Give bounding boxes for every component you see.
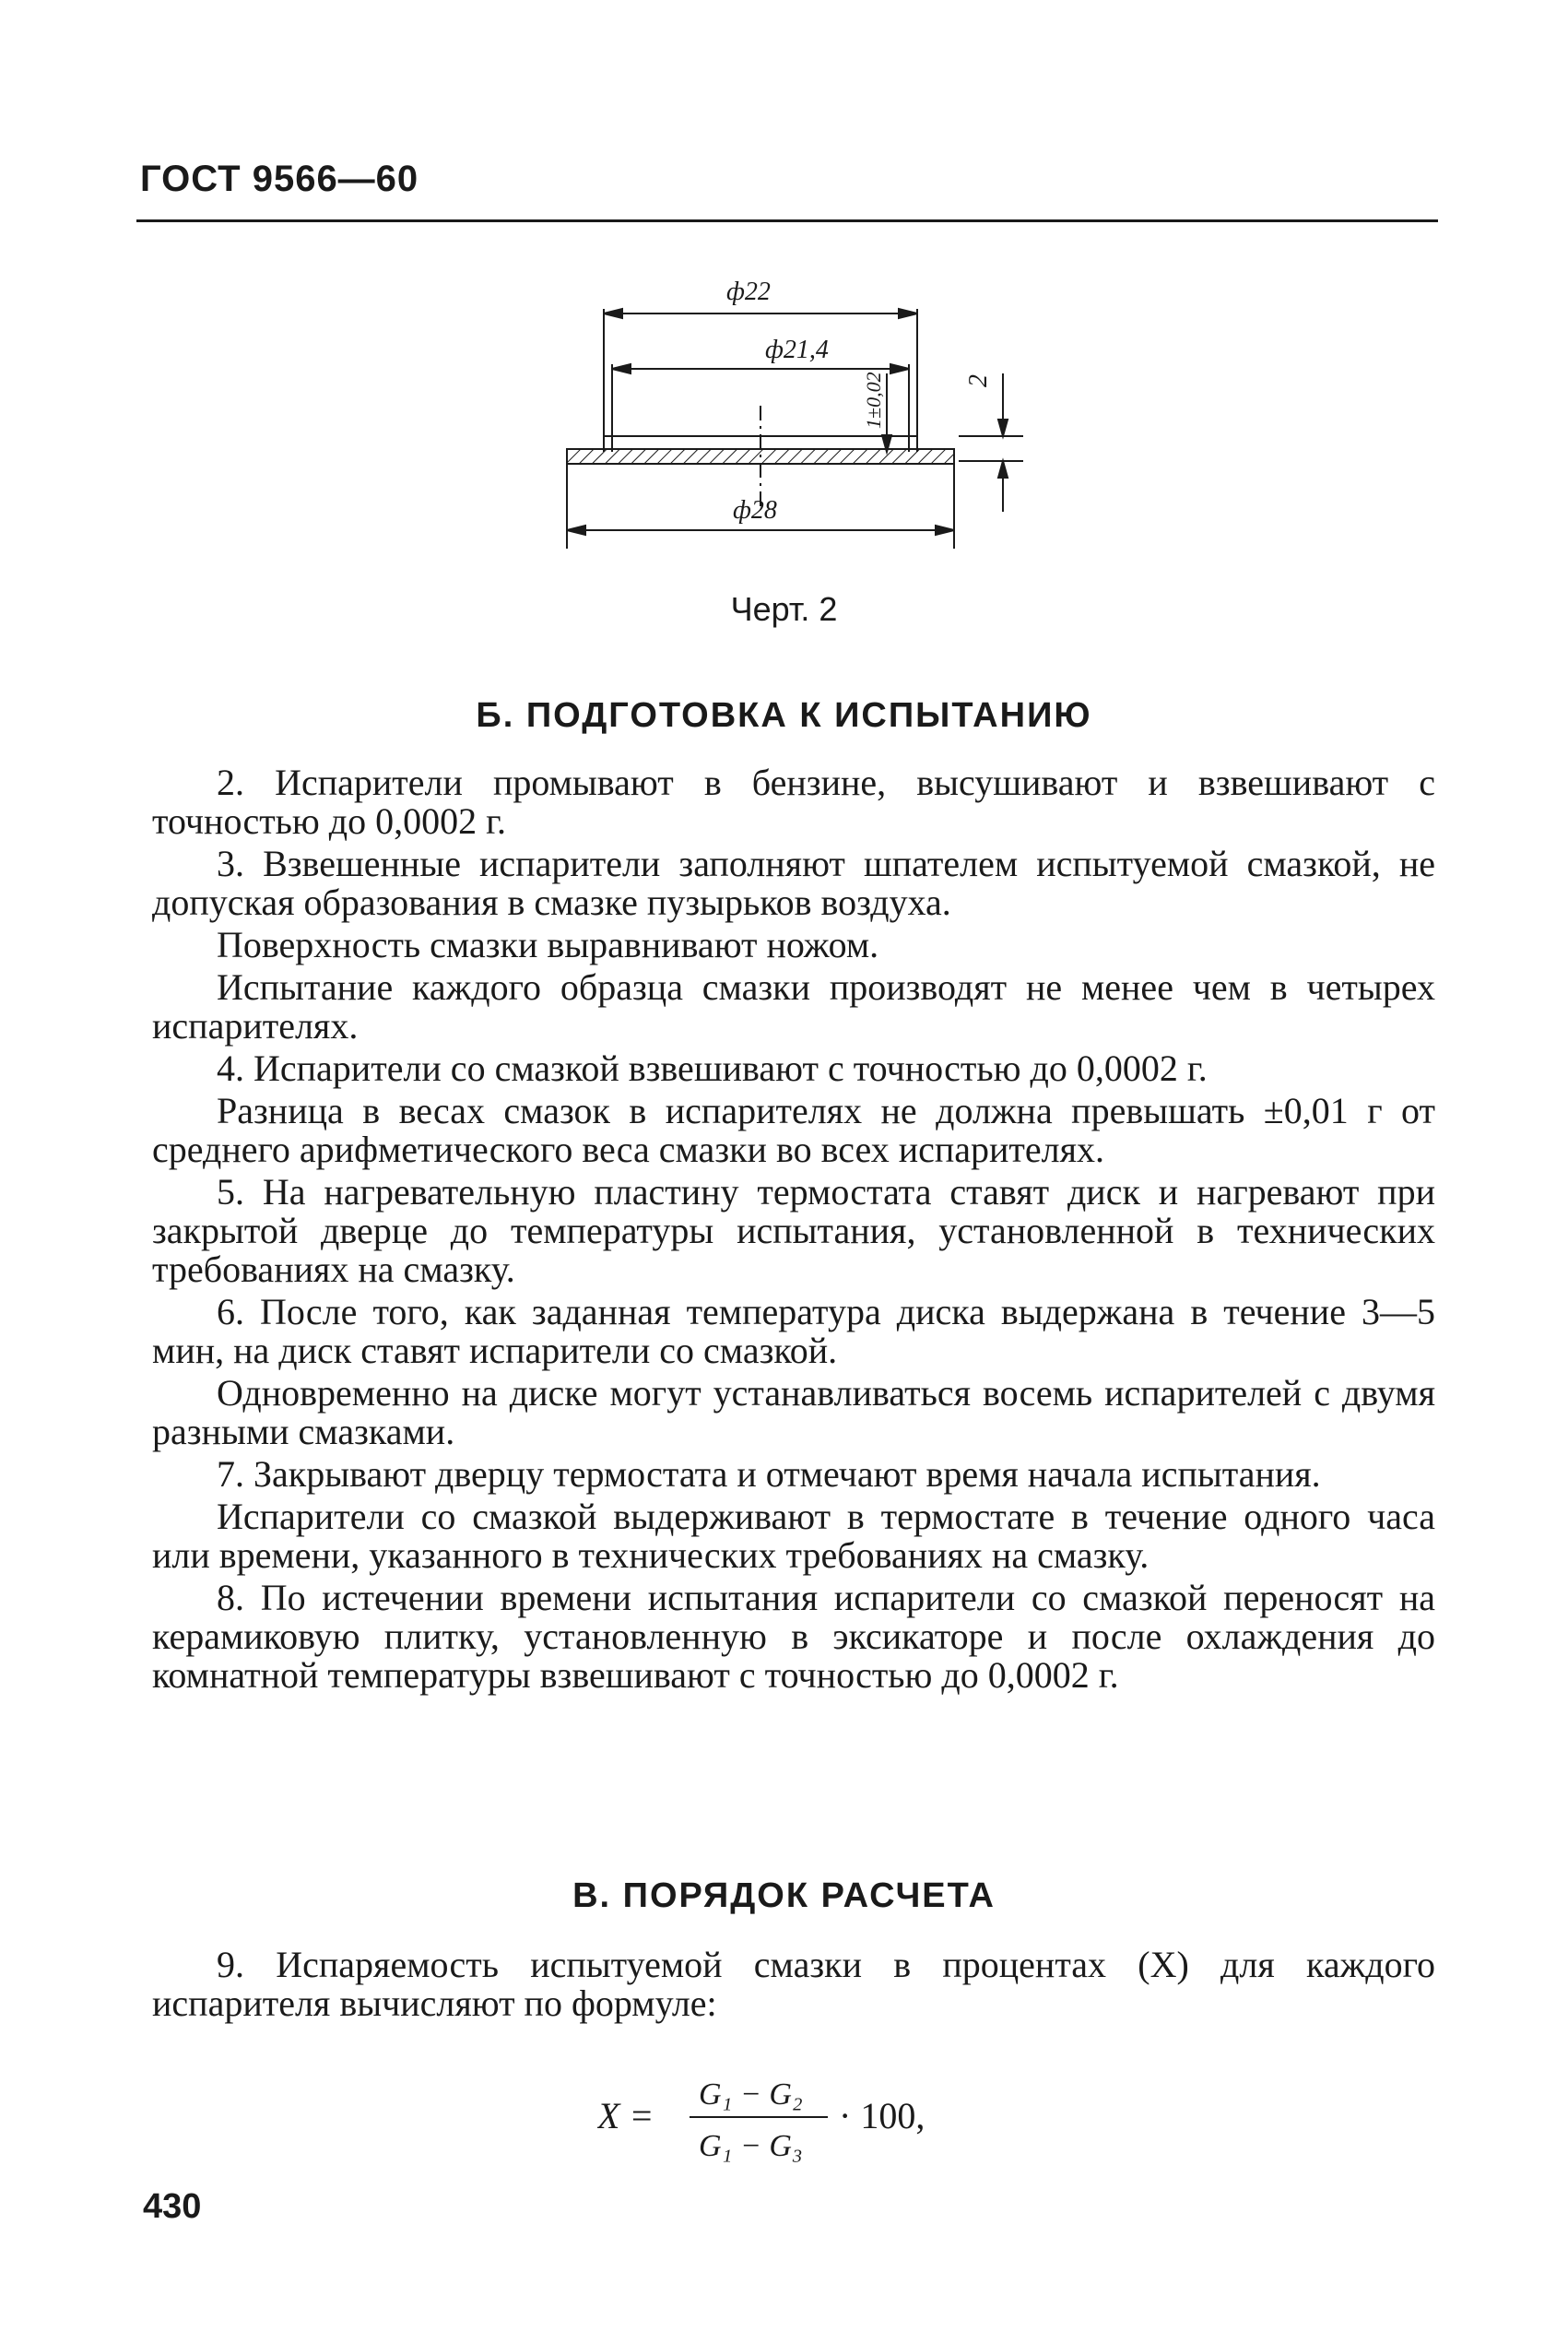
dim-phi-21-4: ф21,4 bbox=[765, 336, 829, 364]
paragraph-4: 4. Испарители со смазкой взвешивают с точностью до 0,0002 г. bbox=[217, 1047, 1208, 1089]
header-rule bbox=[136, 219, 1438, 222]
paragraph-2: 2. Испарители промывают в бензине, высушивают и взвешивают с точностью до 0,0002 г. bbox=[152, 762, 1435, 842]
section-v-body bbox=[152, 1946, 1435, 2023]
section-title-v: В. ПОРЯДОК РАСЧЕТА bbox=[572, 1876, 996, 1915]
paragraph-5: 5. На нагревательную пластину термостата ставят диск и нагревают при закрытой дверце до температуры испытания, установленной в технических требованиях на смазку. bbox=[152, 1171, 1435, 1290]
formula-denominator: G₁ − G₃ bbox=[699, 2129, 803, 2163]
dim-phi-22: ф22 bbox=[726, 278, 771, 306]
dim-phi-28: ф28 bbox=[733, 496, 777, 525]
paragraph-3: 3. Взвешенные испарители заполняют шпателем испытуемой смазкой, не допуская образования в смазке пузырьков воздуха. bbox=[152, 843, 1435, 923]
figure-caption: Черт. 2 bbox=[730, 590, 838, 628]
evaporation-formula bbox=[597, 2065, 984, 2167]
page-number: 430 bbox=[143, 2187, 202, 2226]
formula-rhs: · 100, bbox=[839, 2095, 925, 2136]
paragraph-3c: Испытание каждого образца смазки производят не менее чем в четырех испарителях. bbox=[152, 966, 1435, 1047]
document-header: ГОСТ 9566—60 bbox=[140, 159, 419, 199]
paragraph-4b: Разница в весах смазок в испарителях не должна превышать ±0,01 г от среднего арифметического веса смазки во всех испарителях. bbox=[152, 1090, 1435, 1170]
section-b-body bbox=[152, 763, 1435, 1695]
paragraph-7b: Испарители со смазкой выдерживают в термостате в течение одного часа или времени, указанного в технических требованиях на смазку. bbox=[152, 1496, 1435, 1576]
dim-side-2: 2 bbox=[964, 374, 993, 387]
paragraph-3b: Поверхность смазки выравнивают ножом. bbox=[217, 924, 879, 965]
paragraph-9: 9. Испаряемость испытуемой смазки в процентах (X) для каждого испарителя вычисляют по формуле: bbox=[152, 1944, 1435, 2024]
paragraph-6: 6. После того, как заданная температура диска выдержана в течение 3—5 мин, на диск ставят испарители со смазкой. bbox=[152, 1291, 1435, 1371]
dim-depth: 1±0,02 bbox=[862, 372, 885, 429]
paragraph-8: 8. По истечении времени испытания испарители со смазкой переносят на керамиковую плитку, установленную в эксикаторе и после охлаждения до комнатной температуры взвешивают с точностью до 0,0002 г. bbox=[152, 1577, 1435, 1696]
paragraph-6b: Одновременно на диске могут устанавливаться восемь испарителей с двумя разными смазками. bbox=[152, 1372, 1435, 1452]
paragraph-7: 7. Закрывают дверцу термостата и отмечают время начала испытания. bbox=[217, 1453, 1321, 1495]
formula-lhs: X = bbox=[597, 2095, 654, 2136]
formula-numerator: G₁ − G₂ bbox=[699, 2077, 803, 2112]
evaporator-drawing bbox=[553, 267, 1051, 572]
section-title-b: Б. ПОДГОТОВКА К ИСПЫТАНИЮ bbox=[476, 696, 1092, 735]
